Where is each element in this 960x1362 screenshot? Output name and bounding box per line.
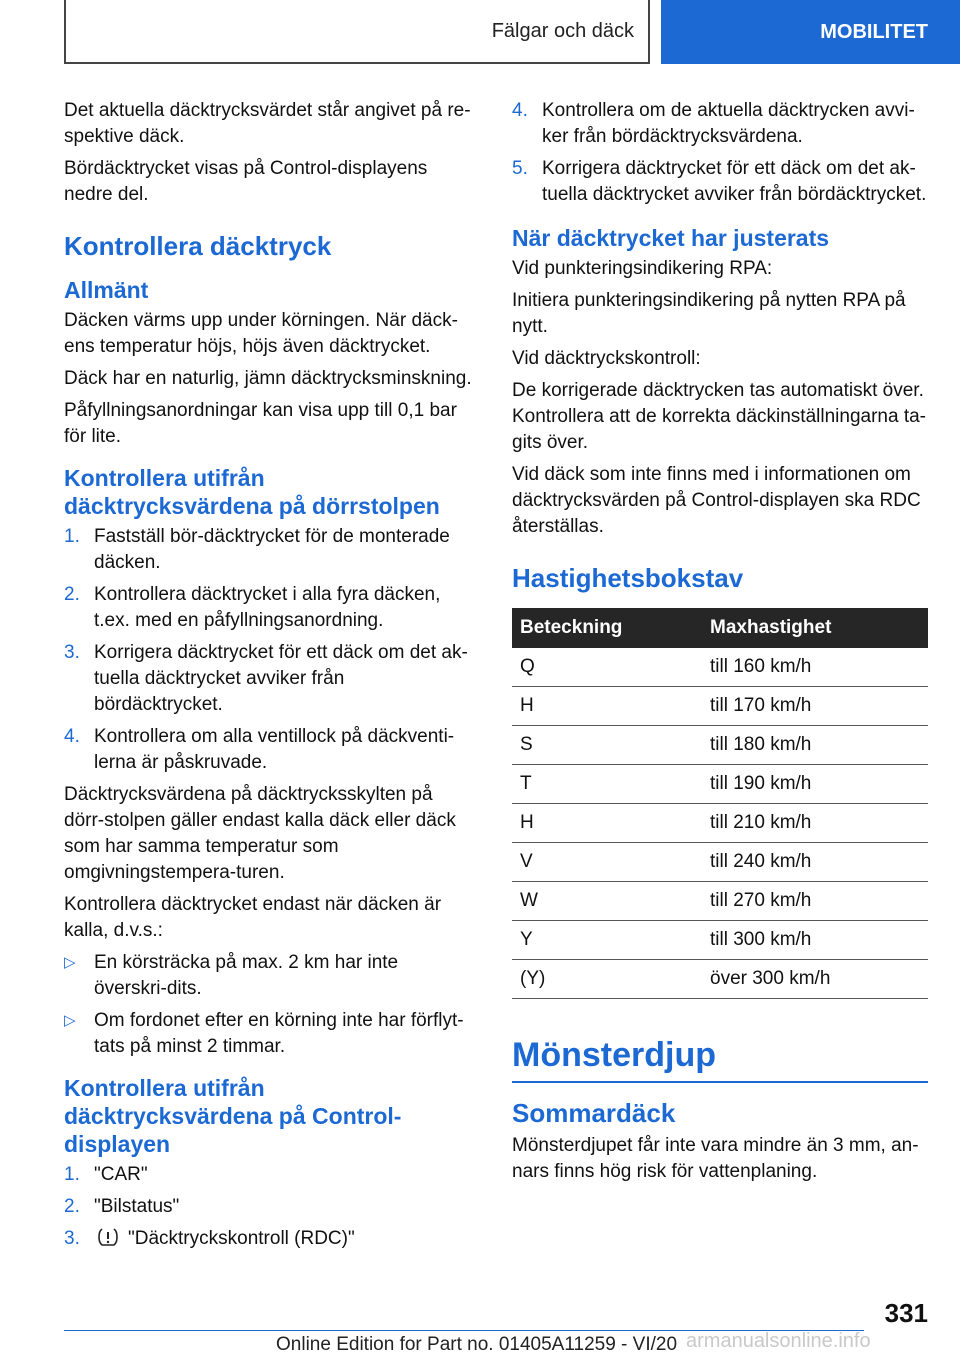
heading-control-displayen: Kontrollera utifrån däcktrycksvärdena på Control-displayen — [64, 1075, 402, 1157]
step-number: 3. — [64, 1228, 80, 1249]
paragraph: Mönsterdjupet får inte vara mindre än 3 mm, an-nars finns hög risk för vattenplaning. — [512, 1135, 919, 1182]
heading-sommardack: Sommardäck — [512, 1098, 676, 1128]
step-item — [512, 98, 928, 150]
step-number: 1. — [64, 526, 80, 547]
intro-paragraph: Bördäcktrycket visas på Control-displayens nedre del. — [64, 158, 428, 205]
table-row — [512, 726, 928, 765]
step-text: "CAR" — [94, 1164, 148, 1185]
table-cell: W — [512, 882, 702, 921]
table-cell: till 190 km/h — [702, 765, 928, 804]
table-cell: till 210 km/h — [702, 804, 928, 843]
table-row — [512, 882, 928, 921]
table-row — [512, 765, 928, 804]
table-row — [512, 687, 928, 726]
table-cell: till 180 km/h — [702, 726, 928, 765]
steps-list — [64, 524, 476, 776]
table-cell: till 300 km/h — [702, 921, 928, 960]
step-number: 4. — [64, 726, 80, 747]
section-title: Fälgar och däck — [491, 19, 634, 42]
left-column — [64, 98, 476, 1258]
table-cell: H — [512, 804, 702, 843]
chapter-title: MOBILITET — [820, 20, 928, 43]
table-cell: Y — [512, 921, 702, 960]
paragraph: Vid däcktryckskontroll: — [512, 348, 701, 369]
step-item — [512, 156, 928, 208]
step-text: Fastställ bör-däcktrycket för de monterade däcken. — [94, 526, 450, 573]
heading-dorrstolpen: Kontrollera utifrån däcktrycksvärdena på dörrstolpen — [64, 465, 440, 519]
table-cell: till 270 km/h — [702, 882, 928, 921]
table-cell: S — [512, 726, 702, 765]
table-header-row — [512, 608, 928, 648]
column-header: Beteckning — [512, 608, 702, 648]
table-cell: V — [512, 843, 702, 882]
triangle-bullet-icon: ▷ — [64, 1012, 76, 1029]
step-number: 4. — [512, 100, 528, 121]
step-text: Kontrollera däcktrycket i alla fyra däcken, t.ex. med en påfyllningsanordning. — [94, 584, 441, 631]
paragraph: Däcktrycksvärdena på däcktrycksskylten på dörr-stolpen gäller endast kalla däck eller däck som har samma temperatur som omgivningstempera-turen. — [64, 784, 456, 883]
table-row — [512, 921, 928, 960]
step-number: 1. — [64, 1164, 80, 1185]
tire-pressure-warning-icon — [96, 1227, 120, 1247]
step-item — [64, 524, 476, 576]
table-cell: till 160 km/h — [702, 648, 928, 687]
footer-edition: Online Edition for Part no. 01405A11259 - VI/20 — [276, 1334, 678, 1355]
step-number: 2. — [64, 584, 80, 605]
intro-paragraph: Det aktuella däcktrycksvärdet står angivet på re-spektive däck. — [64, 100, 471, 147]
step-item — [64, 582, 476, 634]
paragraph: Påfyllningsanordningar kan visa upp till 0,1 bar för lite. — [64, 400, 457, 447]
step-number: 3. — [64, 642, 80, 663]
steps-list — [512, 98, 928, 208]
step-text: Kontrollera om alla ventillock på däckventi-lerna är påskruvade. — [94, 726, 455, 773]
section-header-tab — [64, 0, 650, 64]
table-row — [512, 960, 928, 999]
table-cell: över 300 km/h — [702, 960, 928, 999]
step-item — [64, 724, 476, 776]
step-item — [64, 1194, 476, 1220]
step-item — [64, 1162, 476, 1188]
bullet-list — [64, 950, 476, 1060]
step-text: Korrigera däcktrycket för ett däck om det ak-tuella däcktrycket avviker från bördäcktrycket. — [542, 158, 927, 205]
watermark: armanualsonline.info — [686, 1330, 871, 1352]
table-cell: till 170 km/h — [702, 687, 928, 726]
heading-kontrollera-dacktryck: Kontrollera däcktryck — [64, 231, 332, 261]
step-text: Kontrollera om de aktuella däcktrycken avvi-ker från bördäcktrycksvärdena. — [542, 100, 915, 147]
step-text: "Bilstatus" — [94, 1196, 180, 1217]
table-row — [512, 648, 928, 687]
table-row — [512, 843, 928, 882]
heading-allmant: Allmänt — [64, 277, 149, 303]
paragraph: Vid punkteringsindikering RPA: — [512, 258, 773, 279]
heading-monsterdjup: Mönsterdjup — [512, 1033, 928, 1083]
step-item — [64, 1226, 476, 1252]
paragraph: Kontrollera däcktrycket endast när däcken är kalla, d.v.s.: — [64, 894, 442, 941]
heading-hastighetsbokstav: Hastighetsbokstav — [512, 563, 744, 593]
table-cell: Q — [512, 648, 702, 687]
table-cell: H — [512, 687, 702, 726]
step-item — [64, 640, 476, 718]
paragraph: Däcken värms upp under körningen. När däck-ens temperatur höjs, höjs även däcktrycket. — [64, 310, 458, 357]
bullet-item — [64, 950, 476, 1002]
steps-list — [64, 1162, 476, 1252]
step-text: Korrigera däcktrycket för ett däck om det ak-tuella däcktrycket avviker från bördäcktrycket. — [94, 642, 468, 715]
heading-justerats: När däcktrycket har justerats — [512, 225, 830, 251]
step-number: 2. — [64, 1196, 80, 1217]
table-cell: till 240 km/h — [702, 843, 928, 882]
step-text: "Däcktryckskontroll (RDC)" — [128, 1228, 355, 1249]
column-header: Maxhastighet — [702, 608, 928, 648]
table-row — [512, 804, 928, 843]
paragraph: Däck har en naturlig, jämn däcktrycksminskning. — [64, 368, 472, 389]
bullet-item — [64, 1008, 476, 1060]
paragraph: Initiera punkteringsindikering på nytten RPA på nytt. — [512, 290, 906, 337]
table-cell: (Y) — [512, 960, 702, 999]
bullet-text: En körsträcka på max. 2 km har inte överskri-dits. — [94, 952, 399, 999]
step-number: 5. — [512, 158, 528, 179]
bullet-text: Om fordonet efter en körning inte har förflyt-tats på minst 2 timmar. — [94, 1010, 464, 1057]
paragraph: De korrigerade däcktrycken tas automatiskt över. Kontrollera att de korrekta däckinställningarna ta-gits över. — [512, 380, 927, 453]
triangle-bullet-icon: ▷ — [64, 954, 76, 971]
table-cell: T — [512, 765, 702, 804]
chapter-header-tab — [661, 0, 960, 64]
paragraph: Vid däck som inte finns med i informationen om däcktrycksvärden på Control-displayen ska RDC återställas. — [512, 464, 921, 537]
speed-rating-table — [512, 608, 928, 999]
page-number: 331 — [884, 1298, 928, 1328]
right-column — [512, 98, 928, 1191]
